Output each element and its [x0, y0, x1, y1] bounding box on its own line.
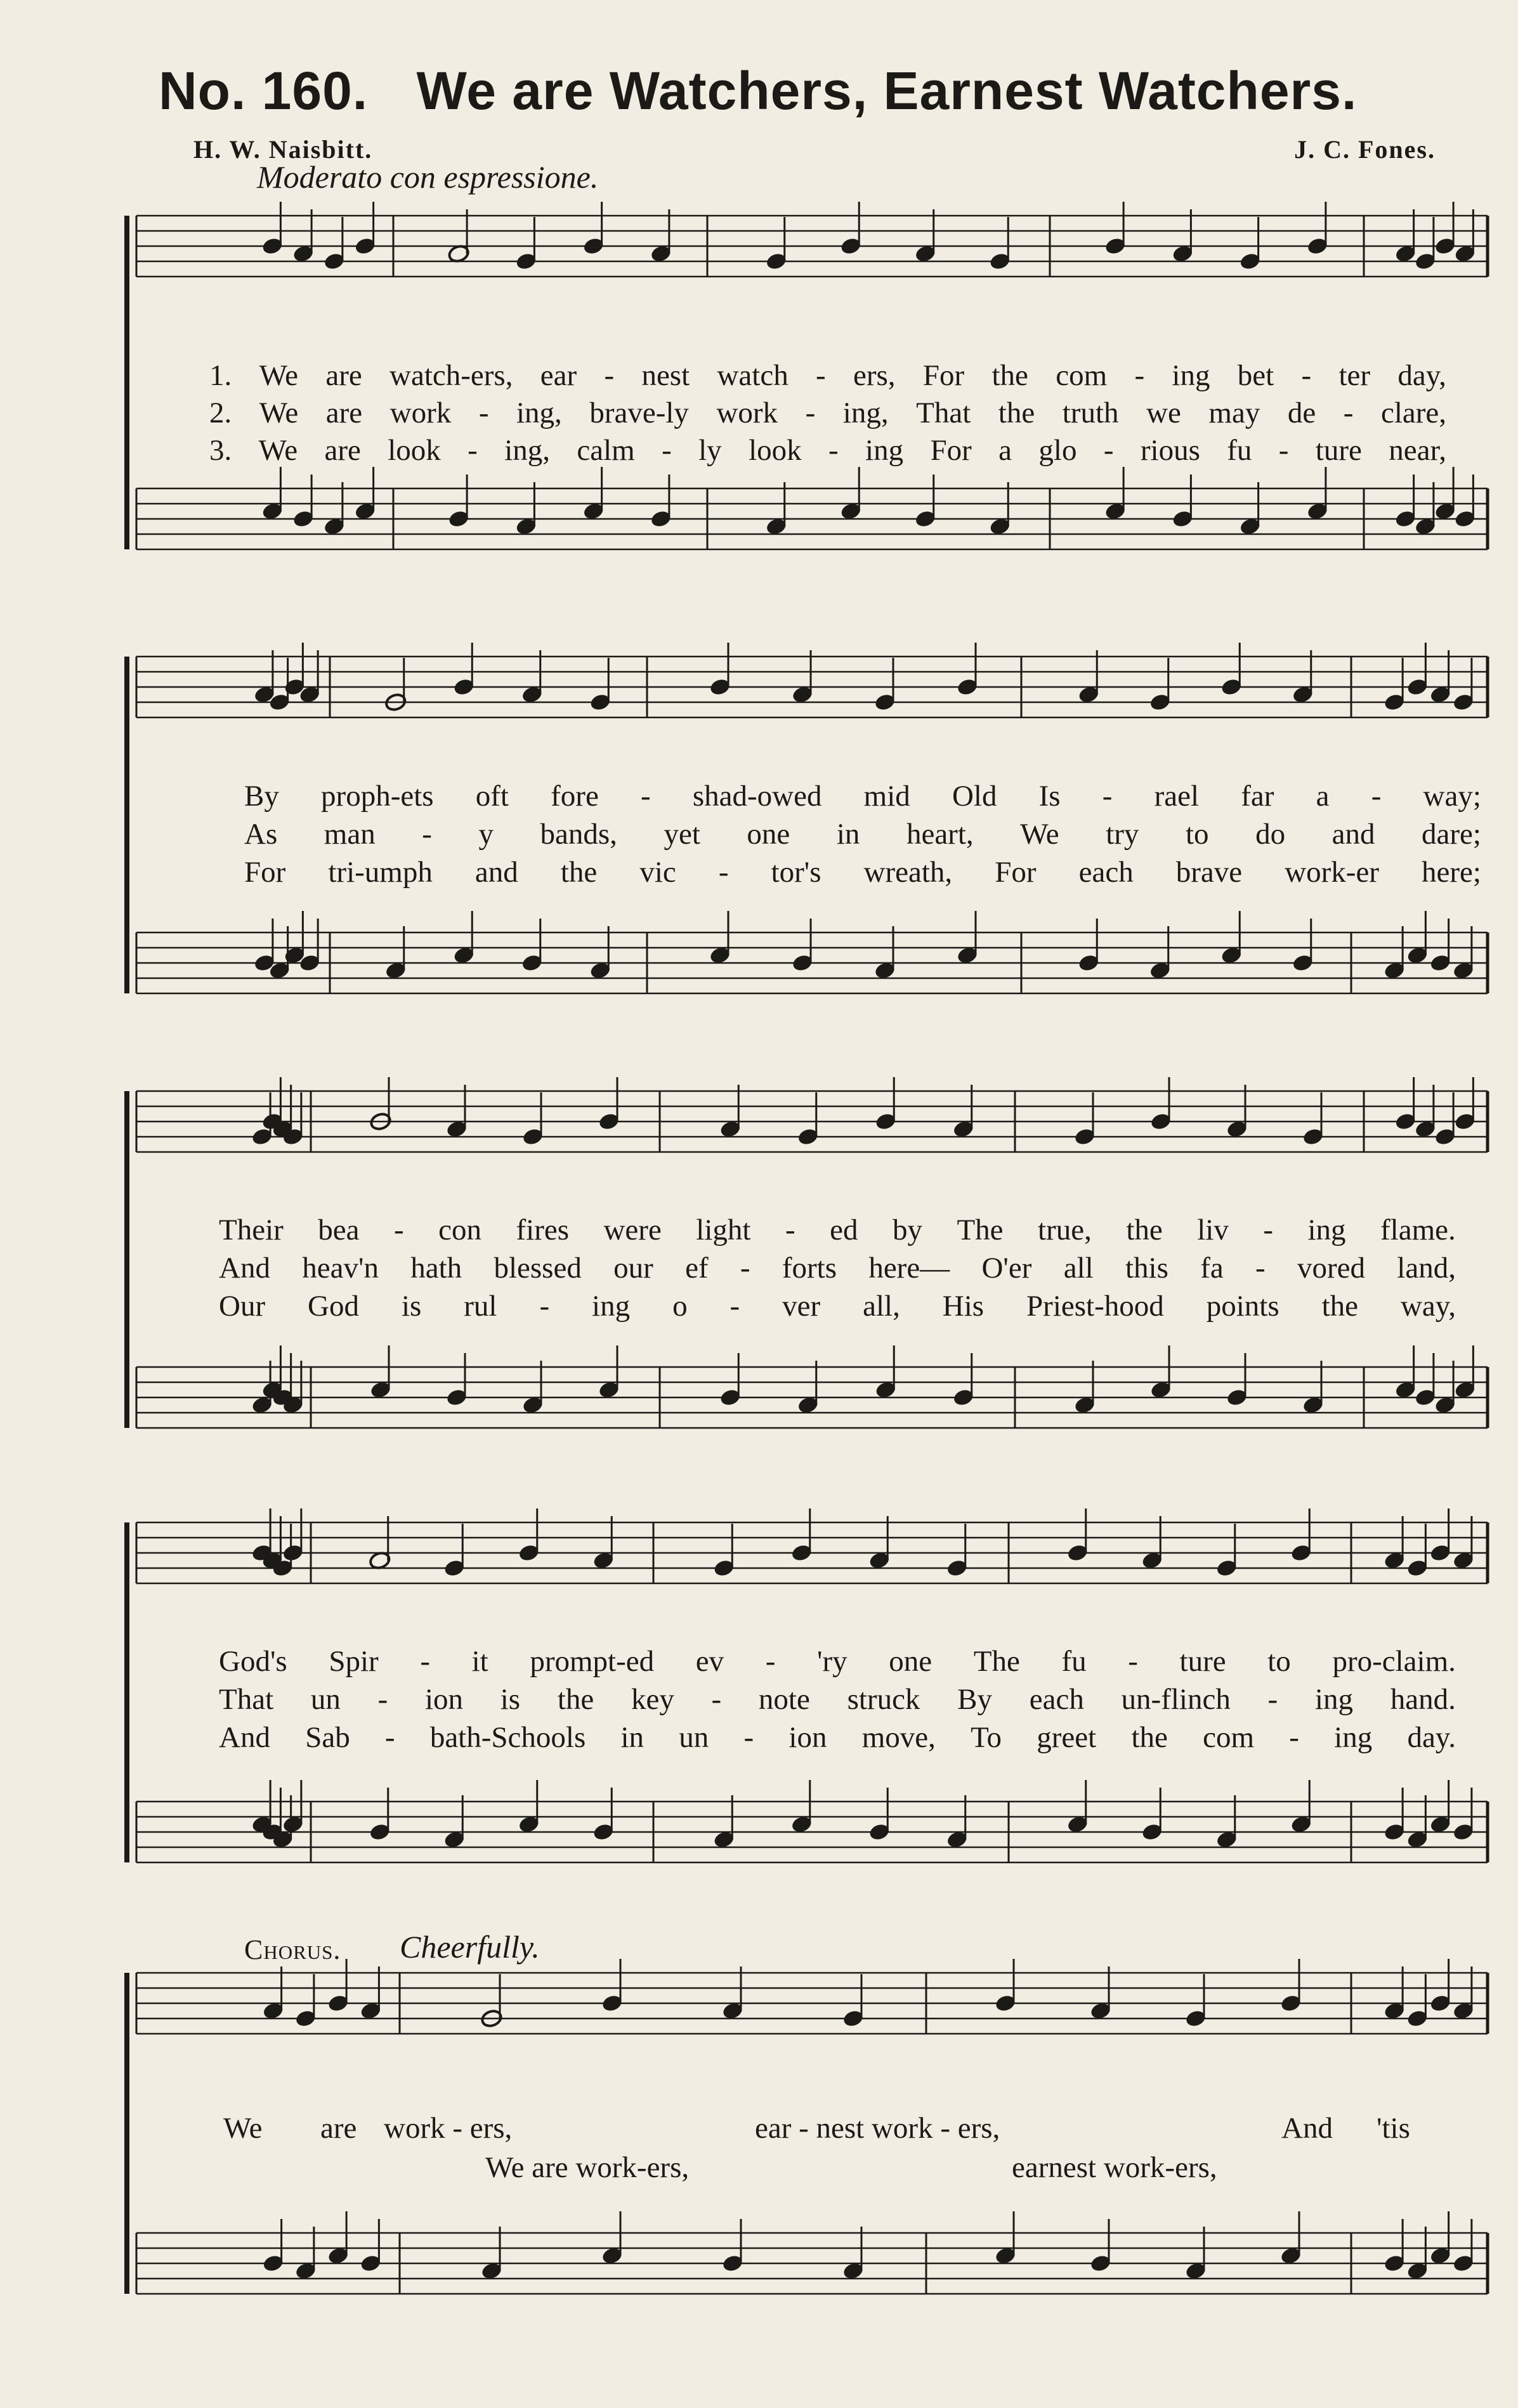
system-2-verse-2: As man - y bands, yet one in heart, We try to do and dare; — [244, 818, 1481, 851]
chorus-tempo: Cheerfully. — [400, 1929, 540, 1965]
system-2-verse-3: For tri-umph and the vic - tor's wreath, For each brave work-er here; — [244, 856, 1481, 889]
system-1-verse-1: 1. We are watch-ers, ear - nest watch - ers, For the com - ing bet - ter day, — [209, 359, 1446, 392]
system-4-verse-2: That un - ion is the key - note struck By each un-flinch - ing hand. — [219, 1683, 1456, 1716]
system-4-verse-3: And Sab - bath-Schools in un - ion move, To greet the com - ing day. — [219, 1721, 1456, 1754]
system-4-verse-1: God's Spir - it prompt-ed ev - 'ry one The fu - ture to pro-claim. — [219, 1645, 1456, 1678]
system-3-verse-1: Their bea - con fires were light - ed by The true, the liv - ing flame. — [219, 1214, 1456, 1247]
chorus-lower-word-1: We are work-ers, — [485, 2151, 690, 2184]
chorus-lower-word-2: earnest work-ers, — [1012, 2151, 1217, 2184]
composer-credit: J. C. Fones. — [1294, 135, 1436, 164]
system-3-verse-3: Our God is rul - ing o - ver all, His Priest-hood points the way, — [219, 1290, 1456, 1323]
chorus-label: Chorus. — [244, 1934, 341, 1965]
chorus-word-2: are — [320, 2112, 357, 2145]
chorus-word-3: work - ers, — [384, 2112, 513, 2145]
chorus-word-5: And — [1281, 2112, 1333, 2145]
chorus-word-1: We — [223, 2112, 263, 2145]
system-1-verse-2: 2. We are work - ing, brave-ly work - ing, That the truth we may de - clare, — [209, 396, 1446, 429]
hymn-title: We are Watchers, Earnest Watchers. — [416, 61, 1358, 121]
lyricist-credit: H. W. Naisbitt. — [193, 135, 373, 164]
system-2-verse-1: By proph-ets oft fore - shad-owed mid Old Is - rael far a - way; — [244, 780, 1481, 813]
hymn-number: No. 160. — [159, 61, 369, 121]
system-3-verse-2: And heav'n hath blessed our ef - forts here— O'er all this fa - vored land, — [219, 1252, 1456, 1285]
tempo-marking: Moderato con espressione. — [257, 159, 599, 195]
chorus-word-4: ear - nest work - ers, — [755, 2112, 1000, 2145]
chorus-word-6: 'tis — [1377, 2112, 1410, 2145]
system-1-verse-3: 3. We are look - ing, calm - ly look - ing For a glo - rious fu - ture near, — [209, 434, 1446, 467]
